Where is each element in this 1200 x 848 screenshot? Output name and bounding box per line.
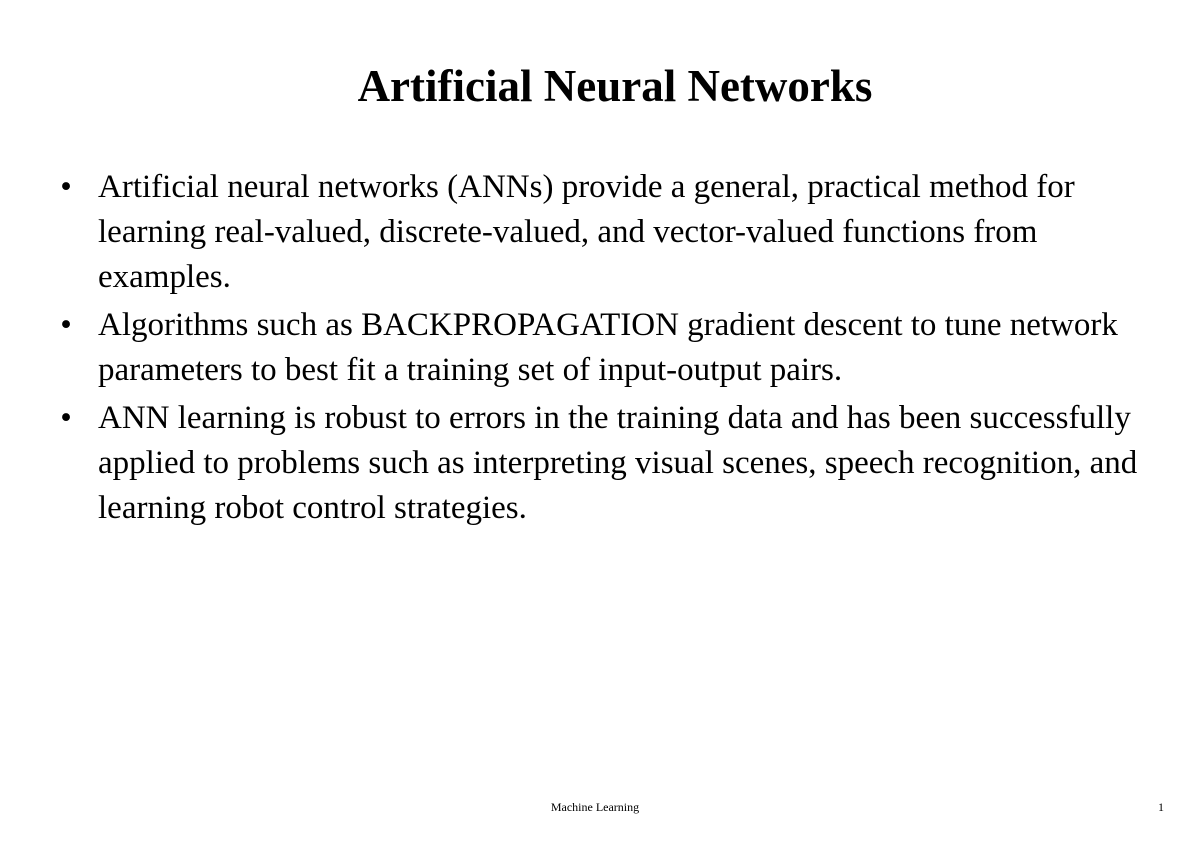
bullet-text: Algorithms such as BACKPROPAGATION gradient descent to tune network parameters to best fit a training set of input-output pairs.	[98, 307, 1118, 388]
footer-course-name: Machine Learning	[550, 800, 640, 814]
slide-title: Artificial Neural Networks	[357, 61, 873, 111]
bullet-marker-icon: •	[60, 400, 72, 436]
bullet-marker-icon: •	[60, 307, 72, 343]
bullet-list	[56, 165, 1166, 534]
bullet-text: Artificial neural networks (ANNs) provide a general, practical method for learning real-valued, discrete-valued, and vector-valued functions from examples.	[98, 169, 1075, 295]
bullet-marker-icon: •	[60, 169, 72, 205]
bullet-text: ANN learning is robust to errors in the training data and has been successfully applied to problems such as interpreting visual scenes, speech recognition, and learning robot control strategies.	[98, 400, 1138, 526]
bullet-item	[56, 303, 1166, 393]
bullet-item	[56, 396, 1166, 531]
bullet-item	[56, 165, 1166, 300]
footer-page-number: 1	[1158, 800, 1164, 814]
